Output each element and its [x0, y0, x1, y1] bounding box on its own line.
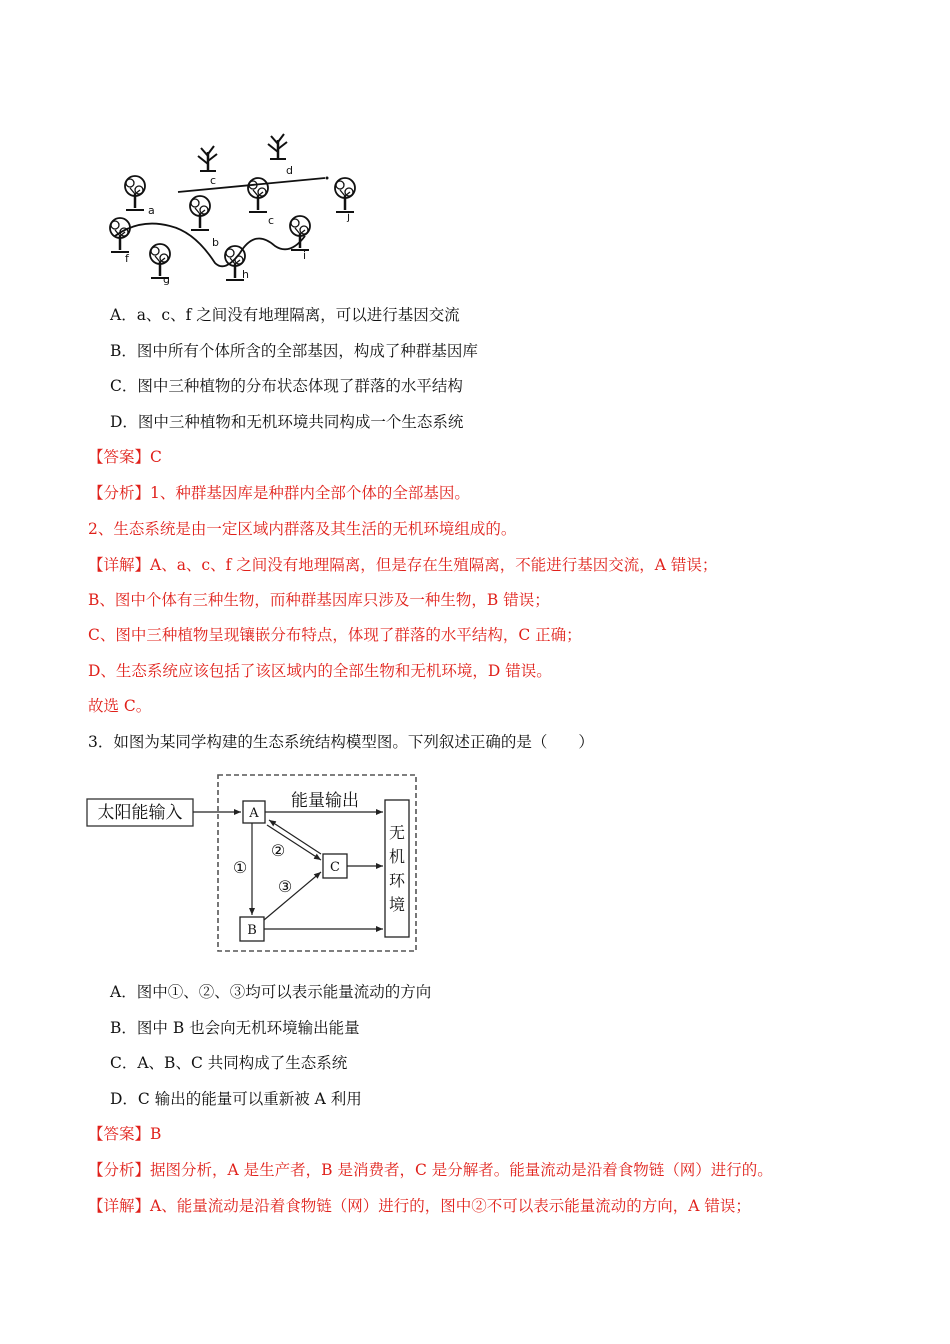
ecosystem-structure-diagram	[85, 770, 425, 955]
sun-input-label: 太阳能输入	[97, 803, 183, 823]
tree-j	[335, 178, 355, 212]
q3-detail-1: 【详解】A、能量流动是沿着食物链（网）进行的，图中②不可以表示能量流动的方向，A 错误；	[88, 1197, 751, 1215]
env-char: 无	[388, 823, 406, 842]
arrow-1-label: ①	[232, 858, 248, 877]
q2-answer: 【答案】C	[88, 448, 162, 466]
q2-conclusion: 故选 C。	[88, 697, 152, 715]
env-char: 机	[388, 847, 406, 866]
tree-label: d	[286, 164, 293, 177]
q3-option-c: C．A、B、C 共同构成了生态系统	[110, 1054, 348, 1072]
tree-b	[190, 196, 210, 230]
q3-option-b: B．图中 B 也会向无机环境输出能量	[110, 1019, 360, 1037]
q2-detail-1: 【详解】A、a、c、f 之间没有地理隔离，但是存在生殖隔离，不能进行基因交流，A 错误；	[88, 556, 718, 574]
q3-option-d: D．C 输出的能量可以重新被 A 利用	[110, 1090, 362, 1108]
q2-detail-4: D、生态系统应该包括了该区域内的全部生物和无机环境，D 错误。	[88, 662, 552, 680]
q3-stem: 3．如图为某同学构建的生态系统结构模型图。下列叙述正确的是（ ）	[88, 733, 594, 751]
tree-label: c	[268, 214, 275, 227]
tree-i	[290, 216, 310, 250]
sprout-c	[198, 146, 217, 171]
q2-option-d: D．图中三种植物和无机环境共同构成一个生态系统	[110, 413, 464, 431]
sprout-d	[268, 134, 287, 159]
tree-label: f	[125, 252, 129, 265]
inorganic-environment-box	[385, 800, 409, 937]
tree-label: a	[148, 204, 155, 217]
tree-label: b	[212, 236, 219, 249]
arrow-3-label: ③	[277, 877, 293, 896]
node-a-label: A	[249, 806, 259, 821]
q2-detail-2: B、图中个体有三种生物，而种群基因库只涉及一种生物，B 错误；	[88, 591, 550, 609]
tree-label: i	[303, 249, 307, 262]
q2-analysis-2: 2、生态系统是由一定区域内群落及其生活的无机环境组成的。	[88, 520, 517, 538]
env-char: 境	[388, 895, 406, 914]
energy-output-label: 能量输出	[291, 791, 359, 811]
q3-option-a: A．图中①、②、③均可以表示能量流动的方向	[110, 983, 432, 1001]
q2-detail-3: C、图中三种植物呈现镶嵌分布特点，体现了群落的水平结构，C 正确；	[88, 626, 582, 644]
node-c-label: C	[330, 860, 340, 875]
q2-option-a: A．a、c、f 之间没有地理隔离，可以进行基因交流	[110, 306, 460, 324]
tree-label: g	[163, 273, 170, 286]
lower-contour-line	[115, 224, 305, 267]
tree-distribution-figure	[100, 128, 370, 288]
tree-label: h	[242, 268, 249, 281]
tree-label: j	[347, 210, 351, 223]
tree-f	[110, 218, 130, 252]
arrow-2-label: ②	[270, 841, 286, 860]
node-b-label: B	[247, 923, 257, 938]
q2-option-c: C．图中三种植物的分布状态体现了群落的水平结构	[110, 377, 463, 395]
tree-label: c	[210, 174, 217, 187]
q2-option-b: B．图中所有个体所含的全部基因，构成了种群基因库	[110, 342, 478, 360]
q3-answer: 【答案】B	[88, 1125, 162, 1143]
q3-analysis: 【分析】据图分析，A 是生产者，B 是消费者，C 是分解者。能量流动是沿着食物链（网）进行的。	[88, 1161, 773, 1179]
env-char: 环	[388, 871, 406, 890]
q2-analysis-1: 【分析】1、种群基因库是种群内全部个体的全部基因。	[88, 484, 470, 502]
tree-a	[125, 176, 145, 210]
